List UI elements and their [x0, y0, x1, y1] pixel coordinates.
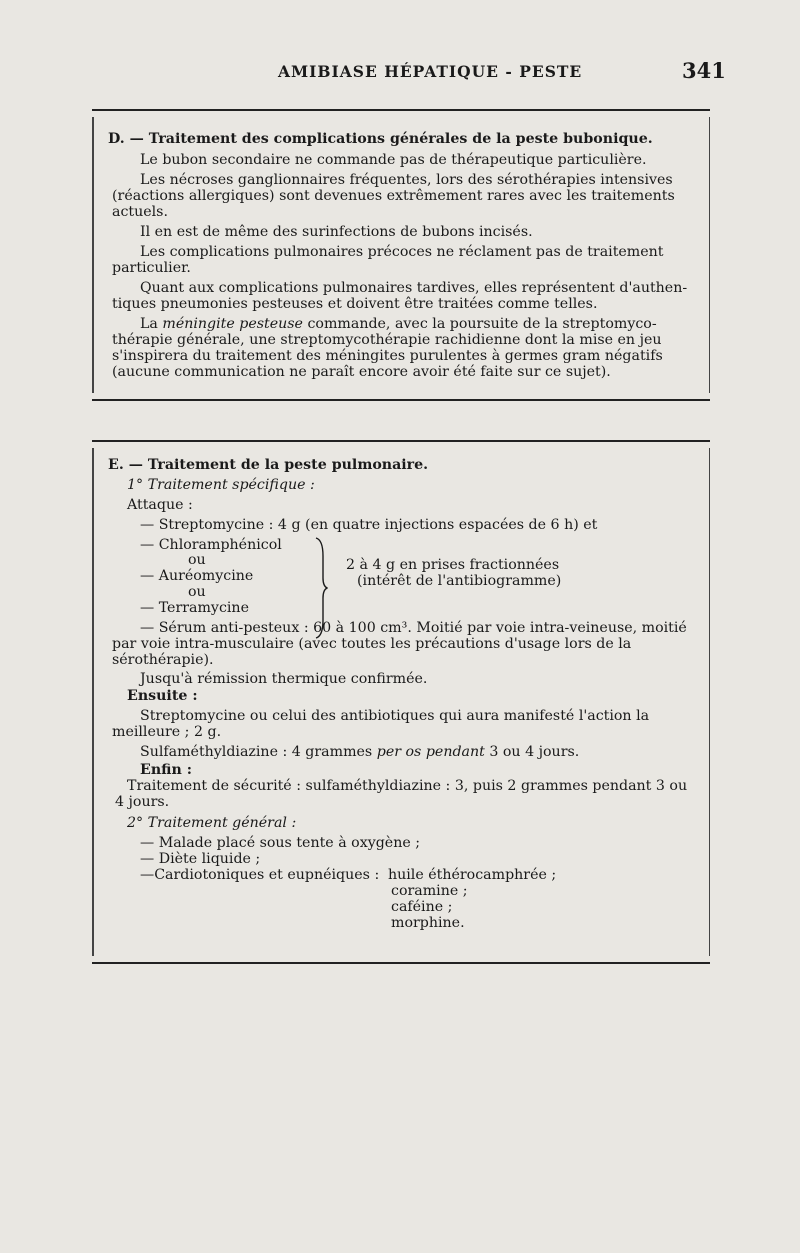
section-d-paragraph: thérapie générale, une streptomycothérapie rachidienne dont la mise en jeu [112, 332, 662, 348]
item-securite: Traitement de sécurité : sulfaméthyldiazine : 3, puis 2 grammes pendant 3 ou [127, 778, 688, 794]
dose-text: 2 à 4 g en prises fractionnées [346, 557, 560, 573]
subheading-general: 2° Traitement général : [127, 815, 297, 831]
dose-text: (intérêt de l'antibiogramme) [357, 573, 562, 589]
note-remission: Jusqu'à rémission thermique confirmée. [140, 671, 428, 687]
section-d-paragraph: (réactions allergiques) sont devenues extrêmement rares avec les traitements [112, 188, 675, 204]
section-d-paragraph: Le bubon secondaire ne commande pas de thérapeutique particulière. [140, 152, 647, 168]
item-serum: — Sérum anti-pesteux : 60 à 100 cm³. Moitié par voie intra-veineuse, moitié [140, 620, 687, 636]
or-separator: ou [188, 584, 206, 600]
section-d-heading: D. — Traitement des complications générales de la peste bubonique. [108, 131, 653, 147]
section-d-paragraph: particulier. [112, 260, 191, 276]
item-serum: sérothérapie). [112, 652, 214, 668]
section-d-paragraph [112, 172, 692, 188]
drug-huile: huile éthérocamphrée ; [388, 867, 557, 883]
section-e-heading: E. — Traitement de la peste pulmonaire. [108, 457, 429, 473]
italic-term: per os pendant [376, 744, 485, 760]
section-d-paragraph: (aucune communication ne paraît encore avoir été faite sur ce sujet). [112, 364, 611, 380]
section-d-paragraph: s'inspirera du traitement des méningites purulentes à germes gram négatifs [112, 348, 663, 364]
item-sulfamethyldiazine [140, 744, 579, 760]
page-number: 341 [682, 58, 726, 83]
item-diete: — Diète liquide ; [140, 851, 261, 867]
label-ensuite: Ensuite : [127, 688, 198, 704]
text-run: La [140, 316, 163, 332]
italic-term: méningite pesteuse [162, 316, 303, 332]
item-streptomycine: — Streptomycine : 4 g (en quatre injections espacées de 6 h) et [140, 517, 598, 533]
subheading-specifique: 1° Traitement spécifique : [127, 477, 315, 493]
label-enfin: Enfin : [140, 762, 192, 778]
text-run: Sulfaméthyldiazine : 4 grammes [140, 744, 377, 760]
page-header [0, 58, 800, 86]
label-attaque: Attaque : [127, 497, 193, 513]
section-d-paragraph: Quant aux complications pulmonaires tardives, elles représentent d'authen- [140, 280, 688, 296]
section-d-paragraph: Il en est de même des surinfections de bubons incisés. [140, 224, 533, 240]
drug-morphine: morphine. [391, 915, 465, 931]
section-d-paragraph: Les complications pulmonaires précoces ne réclament pas de traitement [140, 244, 664, 260]
running-title: AMIBIASE HÉPATIQUE - PESTE [278, 62, 583, 81]
item-securite: 4 jours. [115, 794, 170, 810]
section-d-paragraph [140, 316, 657, 332]
item-chloramphenicol: — Chloramphénicol [140, 537, 282, 553]
item-terramycine: — Terramycine [140, 600, 249, 616]
item-serum: par voie intra-musculaire (avec toutes les précautions d'usage lors de la [112, 636, 632, 652]
text-line: Les nécroses ganglionnaires fréquentes, lors des sérothérapies intensives [140, 172, 673, 188]
item-streptomycine-2: Streptomycine ou celui des antibiotiques qui aura manifesté l'action la [140, 708, 650, 724]
section-d-paragraph: actuels. [112, 204, 168, 220]
drug-cafeine: caféine ; [391, 899, 453, 915]
item-cardiotoniques: —Cardiotoniques et eupnéiques : [140, 867, 380, 883]
item-oxygene: — Malade placé sous tente à oxygène ; [140, 835, 421, 851]
text-run: commande, avec la poursuite de la streptomyco- [302, 316, 657, 332]
item-aureomycine: — Auréomycine [140, 568, 254, 584]
section-d-paragraph: tiques pneumonies pesteuses et doivent être traitées comme telles. [112, 296, 598, 312]
item-streptomycine-2: meilleure ; 2 g. [112, 724, 222, 740]
drug-coramine: coramine ; [391, 883, 468, 899]
or-separator: ou [188, 552, 206, 568]
text-run: 3 ou 4 jours. [484, 744, 580, 760]
